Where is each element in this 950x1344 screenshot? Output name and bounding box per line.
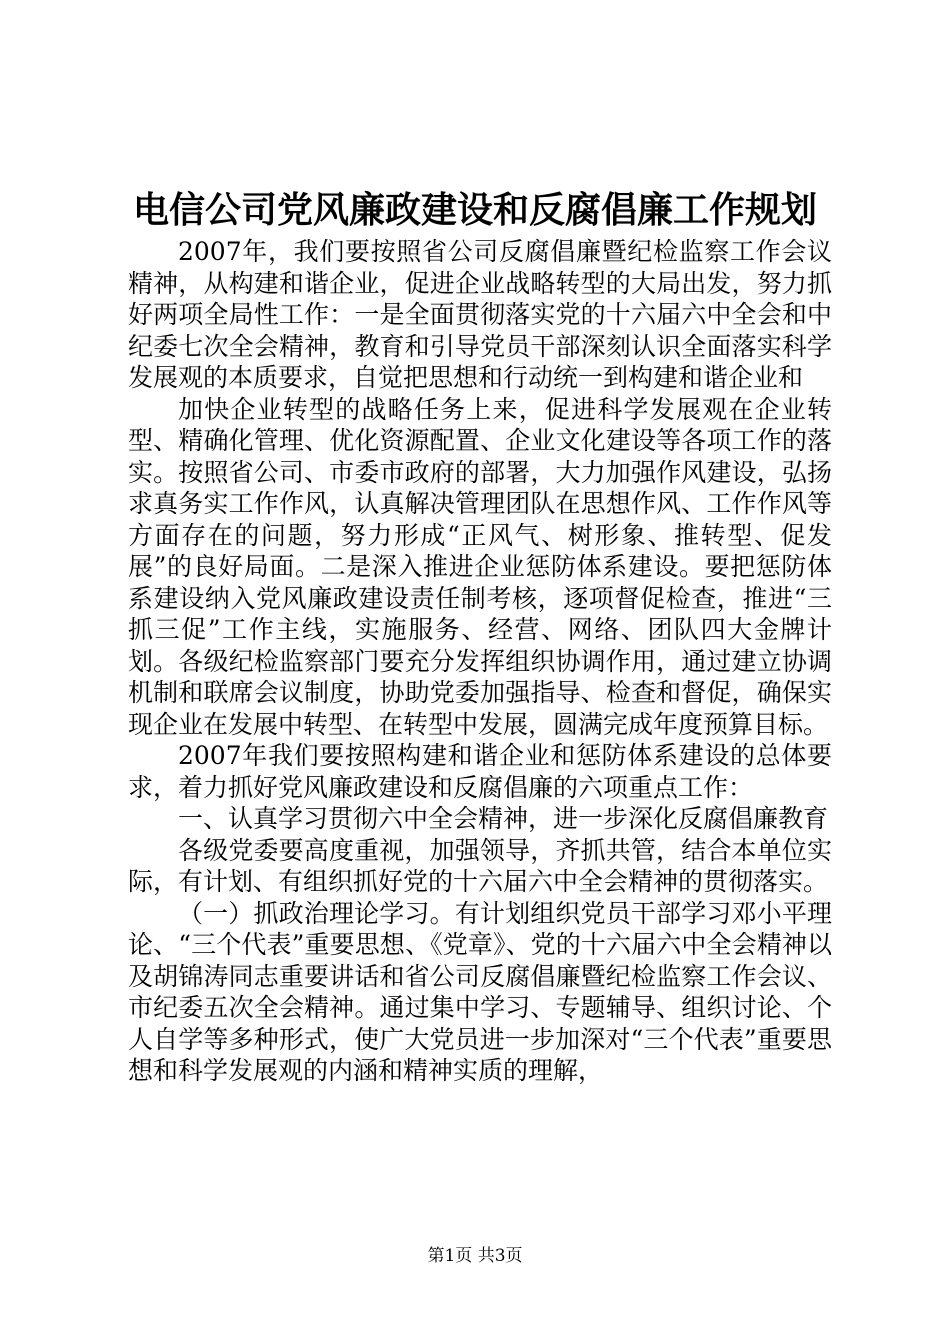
page-number-footer: 第1页 共3页 — [427, 1246, 523, 1266]
document-title: 电信公司党风廉政建设和反腐倡廉工作规划 — [132, 189, 817, 231]
paragraph-party-committees: 各级党委要高度重视，加强领导，齐抓共管，结合本单位实际，有计划、有组织抓好党的十六届六中全会精神的贯彻落实。 — [128, 835, 832, 896]
paragraph-intro: 2007年，我们要按照省公司反腐倡廉暨纪检监察工作会议精神，从构建和谐企业，促进企业战略转型的大局出发，努力抓好两项全局性工作：一是全面贯彻落实党的十六届六中全会和中纪委七次全会精神，教育和引导党员干部深刻认识全面落实科学发展观的本质要求，自觉把思想和行动统一到构建和谐企业和 — [128, 237, 832, 392]
document-body — [128, 236, 832, 1087]
paragraph-political-study: （一）抓政治理论学习。有计划组织党员干部学习邓小平理论、“三个代表”重要思想、《党章》、党的十六届六中全会精神以及胡锦涛同志重要讲话和省公司反腐倡廉暨纪检监察工作会议、市纪委五次全会精神。通过集中学习、专题辅导、组织讨论、个人自学等多种形式，使广大党员进一步加深对“三个代表”重要思想和科学发展观的内涵和精神实质的理解， — [128, 898, 832, 1085]
section-heading-one: 一、认真学习贯彻六中全会精神，进一步深化反腐倡廉教育 — [178, 804, 829, 833]
paragraph-transformation: 加快企业转型的战略任务上来，促进科学发展观在企业转型、精确化管理、优化资源配置、企业文化建设等各项工作的落实。按照省公司、市委市政府的部署，大力加强作风建设，弘扬求真务实工作作风，认真解决管理团队在思想作风、工作作风等方面存在的问题，努力形成“正风气、树形象、推转型、促发展”的良好局面。二是深入推进企业惩防体系建设。要把惩防体系建设纳入党风廉政建设责任制考核，逐项督促检查，推进“三抓三促”工作主线，实施服务、经营、网络、团队四大金牌计划。各级纪检监察部门要充分发挥组织协调作用，通过建立协调机制和联席会议制度，协助党委加强指导、检查和督促，确保实现企业在发展中转型、在转型中发展，圆满完成年度预算目标。 — [128, 394, 832, 739]
paragraph-six-tasks: 2007年我们要按照构建和谐企业和惩防体系建设的总体要求，着力抓好党风廉政建设和反腐倡廉的六项重点工作： — [128, 741, 832, 802]
